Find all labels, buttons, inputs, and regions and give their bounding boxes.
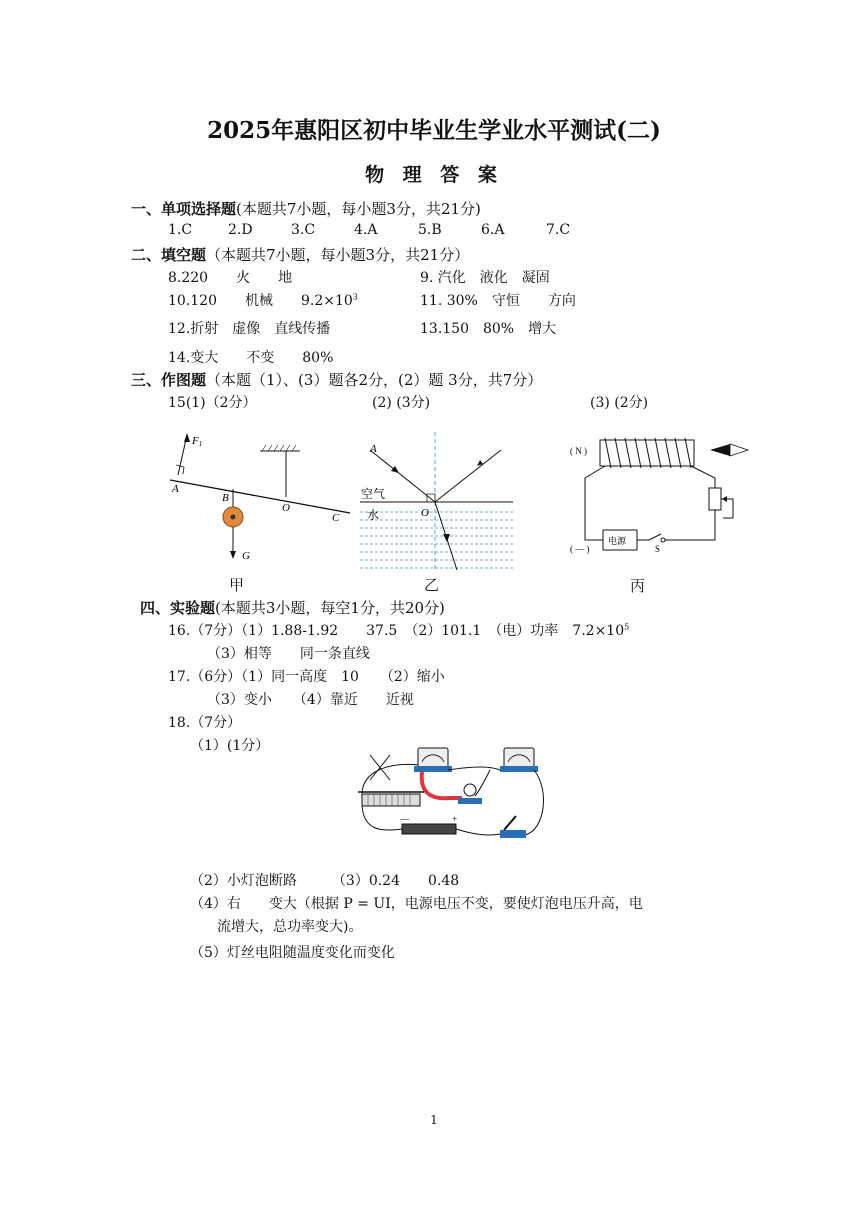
label-s: S: [655, 544, 661, 554]
battery: [402, 824, 456, 834]
label-air: 空气: [361, 487, 386, 501]
label-c: C: [332, 512, 340, 524]
slider-arrowhead: [722, 496, 727, 502]
label-o: O: [421, 507, 429, 519]
answer-12: 12.折射 虚像 直线传播: [168, 321, 331, 337]
label-a: A: [370, 443, 377, 455]
refraction-figure: [355, 430, 520, 572]
battery-minus: —: [400, 814, 409, 824]
bulb: [464, 784, 476, 796]
section-1-title: 一、单项选择题: [131, 200, 237, 218]
label-a: A: [172, 483, 179, 495]
section-1-note: (本题共7小题，每小题3分，共21分): [236, 200, 481, 218]
answer-9: 9. 汽化 液化 凝固: [420, 270, 550, 286]
answer-10-text: 10.120 机械 9.2×10: [168, 293, 353, 309]
compass-needle-light: [730, 444, 748, 456]
lever-figure: [160, 425, 360, 575]
answer-16-exponent: 5: [624, 622, 630, 632]
caption-jia: 甲: [229, 576, 245, 594]
caption-yi: 乙: [424, 576, 440, 594]
answer-11: 11. 30% 守恒 方向: [420, 293, 576, 309]
section-2-title: 二、填空题: [131, 246, 207, 264]
answer-5: 5.B: [418, 222, 442, 238]
answer-4: 4.A: [354, 222, 378, 238]
q15-part3-label: (3) (2分): [590, 395, 649, 411]
wire-meters: [448, 767, 500, 770]
answer-18-part4-line2: 流增大，总功率变大)。: [217, 919, 363, 935]
electromagnet-figure: [565, 430, 755, 560]
answer-18-part5: （5）灯丝电阻随温度变化而变化: [190, 945, 395, 961]
switch-base: [500, 830, 526, 838]
section-2-heading: [131, 244, 469, 265]
answer-17-line2: （3）变小 （4）靠近 近视: [207, 692, 414, 708]
wire-bottom-mid: [456, 829, 500, 835]
answer-18-part2: （2）小灯泡断路 （3）0.24 0.48: [190, 873, 460, 889]
answer-2: 2.D: [228, 222, 253, 238]
refracted-arrowhead: [443, 534, 450, 542]
wire-top-left: [362, 764, 420, 798]
wire-right: [691, 466, 715, 488]
section-1-heading: [131, 198, 481, 219]
lever-bar: [170, 480, 350, 513]
q15-part1-label: 15(1)（2分）: [168, 395, 257, 411]
section-4-note: (本题共3小题，每空1分，共20分): [215, 599, 445, 617]
answer-6: 6.A: [481, 222, 505, 238]
answer-13: 13.150 80% 增大: [420, 321, 557, 337]
answer-18-heading: 18.（7分）: [168, 715, 242, 731]
voltmeter-base: [414, 766, 452, 772]
answer-14: 14.变大 不变 80%: [168, 350, 334, 366]
section-4-title: 四、实验题: [140, 599, 216, 617]
weight-center: [231, 515, 236, 520]
label-b: B: [222, 492, 229, 504]
ceiling-hatch: [262, 445, 296, 451]
answer-17-line1: 17.（6分）（1）同一高度 10 （2）缩小: [168, 669, 445, 685]
gravity-arrowhead: [230, 551, 236, 559]
switch-lever: [504, 816, 516, 830]
right-angle-mark: [176, 465, 184, 474]
caption-bing: 丙: [630, 577, 646, 595]
water-lines: [360, 512, 513, 568]
bulb-base: [458, 798, 482, 804]
incident-arrowhead: [391, 466, 399, 473]
label-o: O: [282, 502, 290, 514]
solenoid-coil: [605, 438, 691, 468]
wire-left: [585, 466, 605, 540]
answer-10-exponent: 3: [352, 292, 358, 302]
page-title: 2025年惠阳区初中毕业生学业水平测试(二): [207, 117, 661, 144]
force-f1-arrowhead: [184, 433, 190, 442]
section-4-heading: [140, 597, 445, 618]
label-minus: ( — ): [570, 544, 590, 554]
answer-7: 7.C: [546, 222, 571, 238]
answer-3: 3.C: [291, 222, 316, 238]
wire-bulb: [475, 770, 490, 796]
wire-bottom-left: [362, 806, 402, 830]
reflected-ray: [435, 450, 501, 502]
answer-8: 8.220 火 地: [168, 270, 293, 286]
answer-16-line2: （3）相等 同一条直线: [207, 646, 370, 662]
label-g: G: [242, 550, 250, 562]
wire-bottom-right: [665, 510, 715, 540]
answer-1: 1.C: [168, 222, 193, 238]
ammeter-base: [500, 766, 538, 772]
label-f1: F1: [192, 435, 203, 448]
experiment-circuit: [350, 740, 550, 848]
section-2-note: （本题共7小题，每小题3分，共21分）: [206, 246, 470, 264]
q15-part2-label: (2) (3分): [372, 395, 431, 411]
wire-right: [525, 770, 544, 835]
section-3-note: （本题（1）、(3）题各2分，(2）题 3分，共7分）: [206, 371, 543, 389]
answer-18-part4-line1: （4）右 变大（根据 P = UI，电源电压不变，要使灯泡电压升高，电: [190, 896, 643, 912]
compass-needle-dark: [710, 444, 730, 456]
answer-16-text: 16.（7分）（1）1.88-1.92 37.5 （2）101.1 （电）功率 7.2×10: [168, 623, 625, 639]
battery-plus: +: [452, 814, 458, 824]
label-n: ( N ): [570, 446, 587, 456]
section-3-title: 三、作图题: [131, 371, 207, 389]
page-number: 1: [430, 1113, 438, 1127]
red-wire: [422, 772, 462, 798]
section-3-heading: [131, 369, 542, 390]
answer-10: [168, 290, 358, 310]
rheostat: [362, 794, 420, 806]
page-subtitle: 物 理 答 案: [365, 164, 503, 186]
label-water: 水: [367, 508, 380, 522]
switch-contact: [661, 538, 665, 542]
rheostat: [709, 488, 721, 510]
switch-lever: [649, 534, 661, 540]
answer-18-part1: （1）(1分）: [190, 738, 270, 754]
label-source: 电源: [608, 536, 627, 546]
answer-16-line1: [168, 620, 629, 640]
